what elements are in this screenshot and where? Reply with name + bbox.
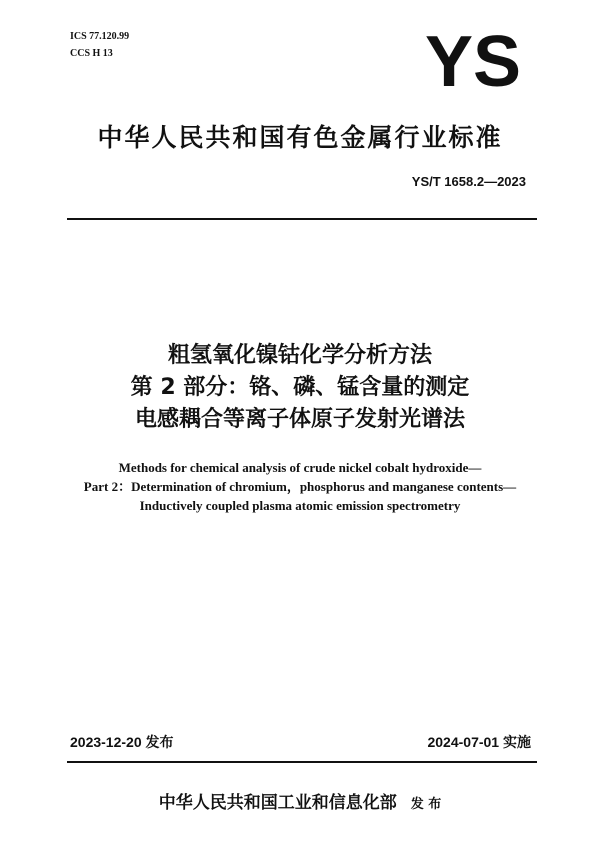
- ys-logo-text: YS: [424, 28, 522, 98]
- industry-standard-title: 中华人民共和国有色金属行业标准: [97, 123, 503, 152]
- issuer-name: 中华人民共和国工业和信息化部: [158, 793, 397, 813]
- issuer-line: [0, 788, 600, 813]
- english-title: [0, 458, 600, 515]
- publish-label: 发 布: [410, 797, 442, 812]
- chinese-title: [0, 340, 600, 436]
- english-title-line-3: Inductively coupled plasma atomic emission spectrometry: [139, 498, 461, 513]
- chinese-title-line-1: 粗氢氧化镍钴化学分析方法: [167, 343, 432, 368]
- ccs-code: CCS H 13: [70, 48, 113, 59]
- english-title-line-2: Part 2：Determination of chromium，phosphorus and manganese contents—: [83, 479, 517, 494]
- english-title-line-1: Methods for chemical analysis of crude nickel cobalt hydroxide—: [118, 460, 482, 475]
- chinese-title-line-2: 第 2 部分：铬、磷、锰含量的测定: [130, 375, 470, 400]
- classification-codes: [70, 28, 129, 62]
- top-divider: [67, 218, 537, 220]
- ics-code: ICS 77.120.99: [70, 31, 130, 42]
- bottom-divider: [67, 761, 537, 763]
- standard-number: YS/T 1658.2—2023: [411, 174, 526, 189]
- implementation-date: 2024-07-01 实施: [427, 734, 531, 750]
- chinese-title-line-3: 电感耦合等离子体原子发射光谱法: [134, 407, 465, 432]
- ys-logo: [413, 28, 533, 98]
- issue-date: 2023-12-20 发布: [70, 734, 174, 750]
